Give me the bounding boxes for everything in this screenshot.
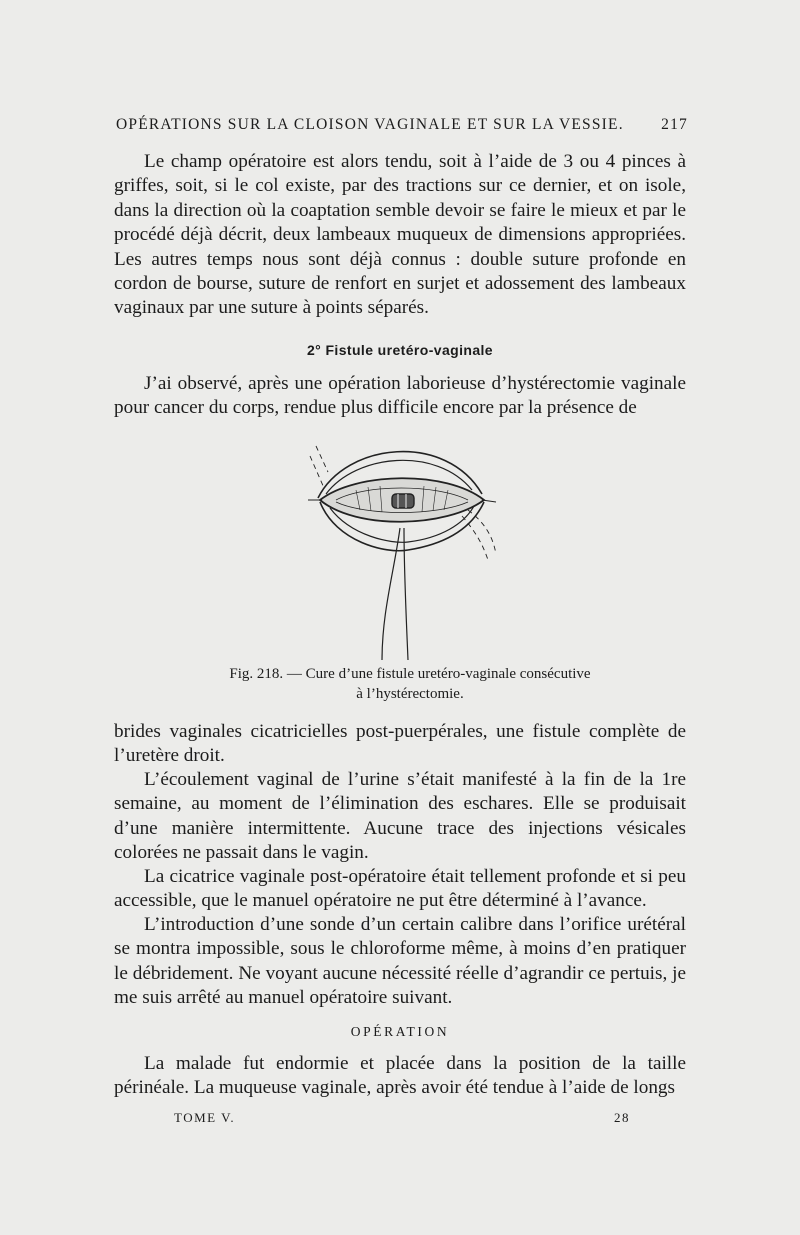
paragraph-7: La malade fut endormie et placée dans la position de la taille périnéale. La muqueuse vaginale, après avoir été tendue à l’aide de longs xyxy=(114,1053,686,1099)
subheading-fistule: 2° Fistule uretéro-vaginale xyxy=(306,342,493,358)
paragraph-2: J’ai observé, après une opération laborieuse d’hystérectomie vaginale pour cancer du corps, rendue plus difficile encore par la présence de xyxy=(114,373,686,419)
page-footer xyxy=(174,1110,630,1126)
running-header xyxy=(116,116,688,134)
volume-mark: TOME V. xyxy=(174,1110,236,1125)
page-number: 217 xyxy=(661,116,688,133)
section-title-operation: OPÉRATION xyxy=(350,1024,450,1039)
paragraph-3: brides vaginales cicatricielles post-puerpérales, une fistule complète de l’uretère droit. xyxy=(114,721,686,767)
caption-line-1: Fig. 218. — Cure d’une fistule uretéro-vaginale consécutive xyxy=(229,666,591,682)
paragraph-1: Le champ opératoire est alors tendu, soit à l’aide de 3 ou 4 pinces à griffes, soit, si le col existe, par des tractions sur ce dernier, et on isole, dans la direction où la coaptation semble devoir se faire le mieux et par le procédé déjà décrit, deux lambeaux muqueux de dimensions appropriées. Les autres temps nous sont déjà connus : double suture profonde en cordon de bourse, suture de renfort en surjet et adossement des lambeaux vaginaux par une suture à points séparés. xyxy=(114,151,686,319)
paragraph-4: L’écoulement vaginal de l’urine s’était manifesté à la fin de la 1re semaine, au moment de l’élimination des eschares. Elle se produisait d’une manière intermittente. Aucune trace des injections vésicales colorées ne passait dans le vagin. xyxy=(114,769,686,864)
paragraph-5: La cicatrice vaginale post-opératoire était tellement profonde et si peu accessible, que le manuel opératoire ne put être déterminé à l’avance. xyxy=(114,866,686,912)
figure-218 xyxy=(296,432,508,664)
surgical-illustration xyxy=(296,432,508,664)
paragraph-6: L’introduction d’une sonde d’un certain calibre dans l’orifice urétéral se montra impossible, sous le chloroforme même, à moins d’en pratiquer le débridement. Ne voyant aucune nécessité réelle d’agrandir ce pertuis, je me suis arrêté au manuel opératoire suivant. xyxy=(114,914,686,1009)
figure-caption xyxy=(190,664,630,704)
signature-mark: 28 xyxy=(614,1110,630,1125)
caption-line-2: à l’hystérectomie. xyxy=(356,686,464,702)
running-title: OPÉRATIONS SUR LA CLOISON VAGINALE ET SUR LA VESSIE. xyxy=(116,116,624,133)
